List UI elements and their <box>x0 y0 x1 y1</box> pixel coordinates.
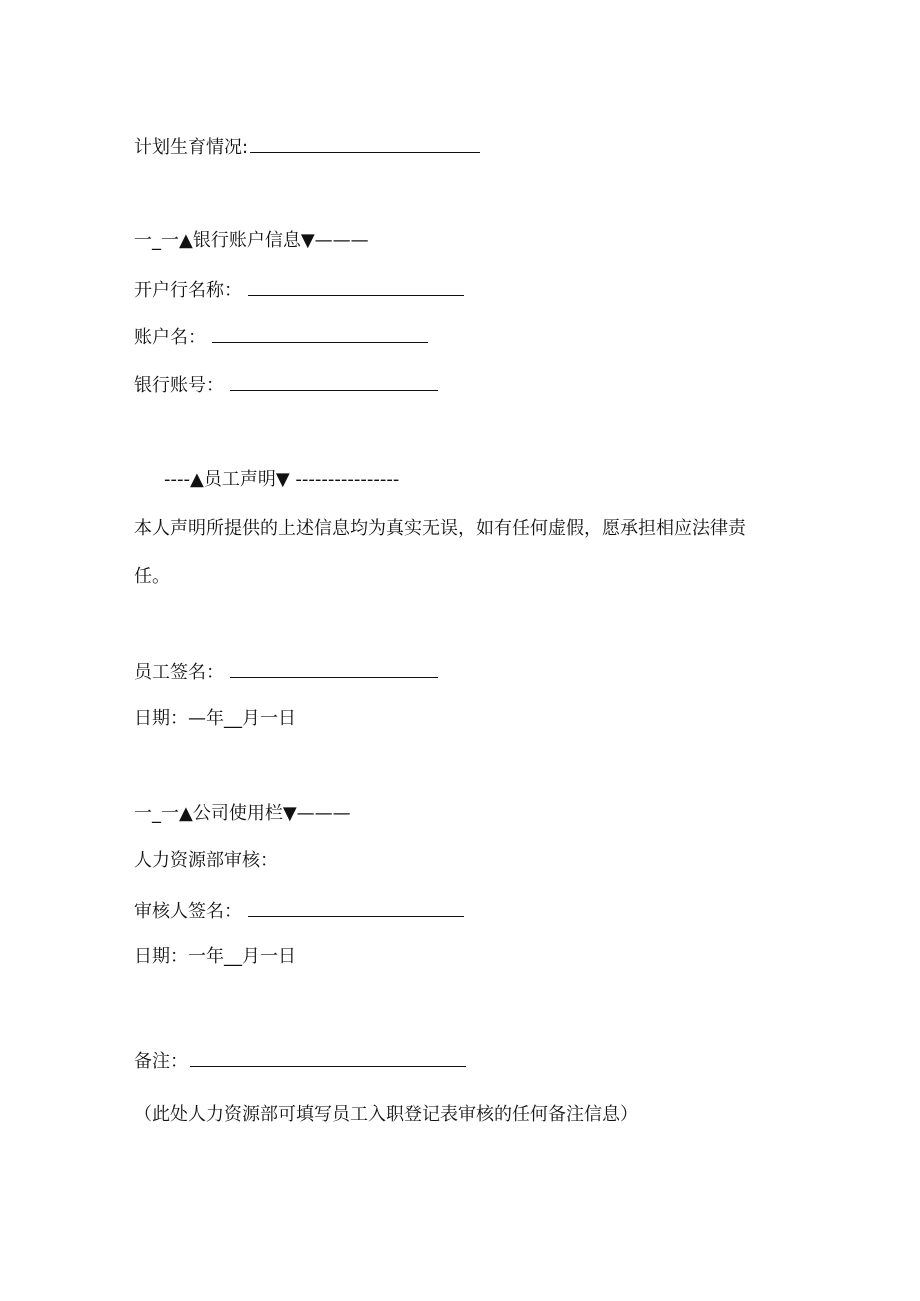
remarks-field[interactable] <box>190 1048 466 1067</box>
bank-name-field[interactable] <box>248 277 464 296</box>
reviewer-signature-label: 审核人签名： <box>134 901 242 922</box>
company-section-header: 一_一▲公司使用栏▼——— <box>134 803 351 824</box>
employee-date[interactable]: 日期：—年__月一日 <box>134 708 296 729</box>
account-name-field[interactable] <box>212 324 428 343</box>
reviewer-date[interactable]: 日期：一年__月一日 <box>134 946 296 967</box>
employee-signature-label: 员工签名： <box>134 662 224 683</box>
reviewer-signature-row <box>134 898 464 924</box>
family-planning-label: 计划生育情况: <box>134 137 249 158</box>
bank-name-label: 开户行名称： <box>134 280 242 301</box>
bank-section-header: 一_一▲银行账户信息▼——— <box>134 230 369 251</box>
remarks-row <box>134 1048 466 1074</box>
remarks-note: （此处人力资源部可填写员工入职登记表审核的任何备注信息） <box>134 1104 638 1125</box>
account-number-row <box>134 372 438 398</box>
account-number-field[interactable] <box>230 372 438 391</box>
bank-name-row <box>134 277 464 303</box>
employee-signature-field[interactable] <box>230 659 438 678</box>
declaration-section-header: ----▲员工声明▼ ---------------- <box>164 469 400 490</box>
account-name-row <box>134 324 428 350</box>
declaration-text: 本人声明所提供的上述信息均为真实无误，如有任何虚假，愿承担相应法律责任。 <box>134 518 746 587</box>
account-number-label: 银行账号： <box>134 375 224 396</box>
family-planning-row <box>134 134 480 160</box>
remarks-label: 备注： <box>134 1051 188 1072</box>
reviewer-signature-field[interactable] <box>248 898 464 917</box>
employee-signature-row <box>134 659 438 685</box>
family-planning-field[interactable] <box>250 134 480 153</box>
hr-review-label: 人力资源部审核： <box>134 850 278 871</box>
account-name-label: 账户名： <box>134 327 206 348</box>
